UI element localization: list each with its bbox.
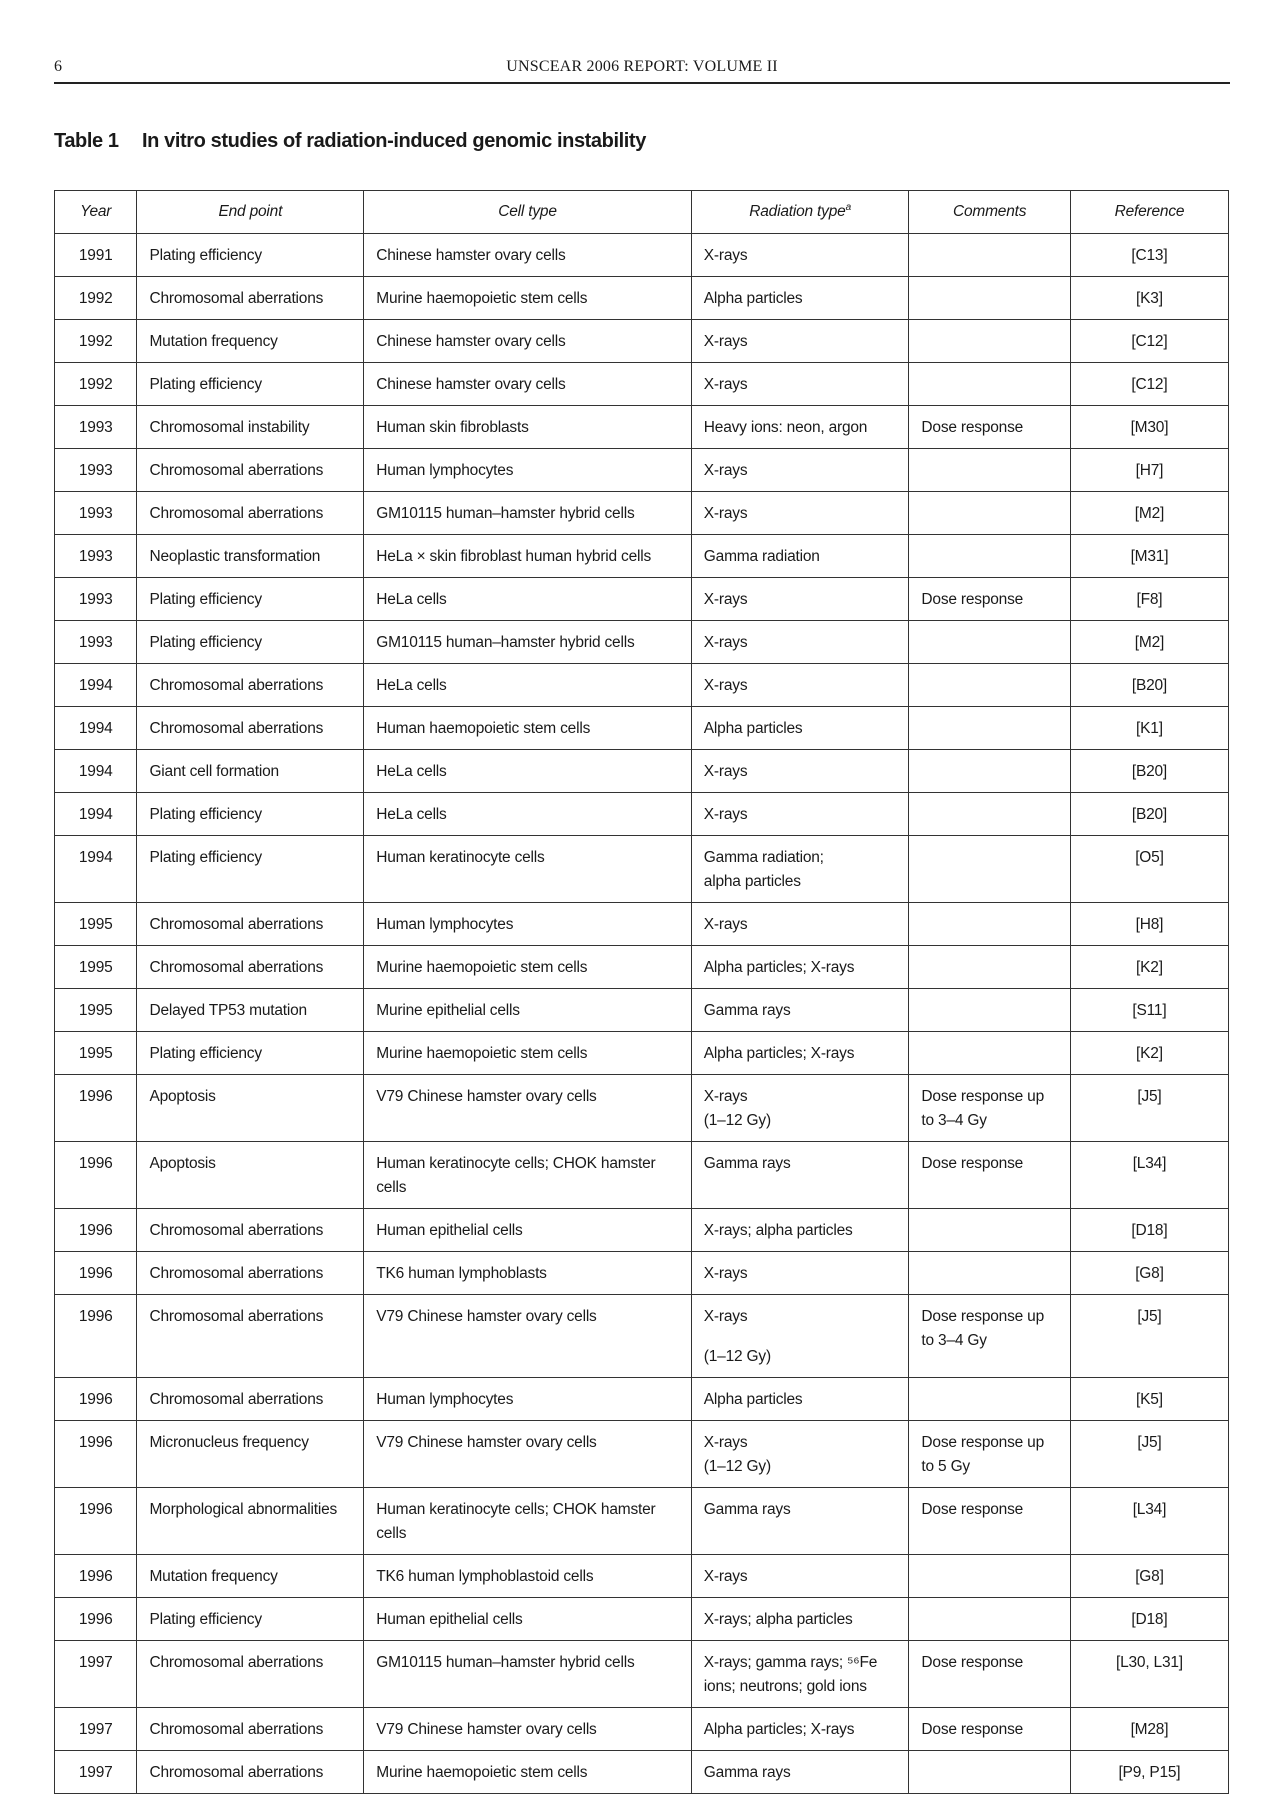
reference-cell: [H8] <box>1070 903 1228 946</box>
end-point-cell: Chromosomal aberrations <box>137 1295 364 1378</box>
reference-cell: [G8] <box>1070 1252 1228 1295</box>
radiation-type-cell <box>691 406 909 449</box>
radiation-type-cell <box>691 535 909 578</box>
end-point-cell: Chromosomal aberrations <box>137 1252 364 1295</box>
radiation-type-cell <box>691 492 909 535</box>
year-cell: 1996 <box>55 1209 137 1252</box>
cell-type-cell: Murine epithelial cells <box>364 989 692 1032</box>
reference-cell: [L34] <box>1070 1142 1228 1209</box>
table-body <box>55 234 1229 1794</box>
reference-cell: [K3] <box>1070 277 1228 320</box>
radiation-type-cell-line: X-rays <box>703 634 748 651</box>
reference-cell: [J5] <box>1070 1421 1228 1488</box>
cell-type-cell: TK6 human lymphoblasts <box>364 1252 692 1295</box>
radiation-type-cell-line: Gamma radiation; <box>703 849 824 866</box>
cell-type-cell: HeLa cells <box>364 793 692 836</box>
table-row <box>55 578 1229 621</box>
radiation-type-cell <box>691 664 909 707</box>
year-cell: 1993 <box>55 492 137 535</box>
comments-cell <box>909 1295 1070 1378</box>
radiation-type-cell-line: X-rays <box>703 1434 748 1451</box>
header-year: Year <box>55 191 137 234</box>
table-row <box>55 449 1229 492</box>
header-row <box>55 191 1229 234</box>
table-row <box>55 946 1229 989</box>
cell-type-cell: Murine haemopoietic stem cells <box>364 946 692 989</box>
page-number: 6 <box>54 58 62 75</box>
cell-type-cell: GM10115 human–hamster hybrid cells <box>364 1641 692 1708</box>
header-radiation-type-label: Radiation type <box>749 203 846 220</box>
reference-cell: [D18] <box>1070 1598 1228 1641</box>
comments-cell-line: to 3–4 Gy <box>921 1112 987 1129</box>
cell-type-cell: Human keratinocyte cells; CHOK hamster cells <box>364 1488 692 1555</box>
cell-type-cell: HeLa cells <box>364 664 692 707</box>
year-cell: 1997 <box>55 1751 137 1794</box>
header-end-point: End point <box>137 191 364 234</box>
year-cell: 1993 <box>55 578 137 621</box>
year-cell: 1997 <box>55 1641 137 1708</box>
reference-cell: [L34] <box>1070 1488 1228 1555</box>
comments-cell <box>909 535 1070 578</box>
radiation-type-cell-line: X-rays <box>703 916 748 933</box>
table-row <box>55 903 1229 946</box>
radiation-type-cell-line: Heavy ions: neon, argon <box>703 419 868 436</box>
table-row <box>55 707 1229 750</box>
comments-cell <box>909 1378 1070 1421</box>
reference-cell: [S11] <box>1070 989 1228 1032</box>
comments-cell <box>909 406 1070 449</box>
radiation-type-cell-line: Alpha particles <box>703 720 803 737</box>
radiation-type-cell-line: Alpha particles; X-rays <box>703 1045 855 1062</box>
table-row <box>55 793 1229 836</box>
table-row <box>55 1032 1229 1075</box>
cell-type-cell: Human keratinocyte cells <box>364 836 692 903</box>
comments-cell <box>909 277 1070 320</box>
end-point-cell: Plating efficiency <box>137 836 364 903</box>
radiation-type-cell-line: ions; neutrons; gold ions <box>703 1678 867 1695</box>
table-row <box>55 1421 1229 1488</box>
reference-cell: [C12] <box>1070 320 1228 363</box>
reference-cell: [C13] <box>1070 234 1228 277</box>
comments-cell-line: to 5 Gy <box>921 1458 970 1475</box>
table-row <box>55 406 1229 449</box>
cell-type-cell: GM10115 human–hamster hybrid cells <box>364 621 692 664</box>
header-reference: Reference <box>1070 191 1228 234</box>
reference-cell: [K5] <box>1070 1378 1228 1421</box>
radiation-type-cell-line: Gamma rays <box>703 1155 791 1172</box>
radiation-type-cell-line: X-rays; alpha particles <box>703 1222 853 1239</box>
header-comments: Comments <box>909 191 1070 234</box>
comments-cell <box>909 903 1070 946</box>
radiation-type-cell-line: Gamma rays <box>703 1501 791 1518</box>
report-title: UNSCEAR 2006 REPORT: VOLUME II <box>506 58 778 75</box>
end-point-cell: Chromosomal aberrations <box>137 903 364 946</box>
cell-type-cell: GM10115 human–hamster hybrid cells <box>364 492 692 535</box>
cell-type-cell: V79 Chinese hamster ovary cells <box>364 1075 692 1142</box>
radiation-type-cell-line: X-rays <box>703 677 748 694</box>
year-cell: 1996 <box>55 1295 137 1378</box>
reference-cell: [G8] <box>1070 1555 1228 1598</box>
radiation-type-cell-line: X-rays <box>703 247 748 264</box>
cell-type-cell: Human haemopoietic stem cells <box>364 707 692 750</box>
year-cell: 1996 <box>55 1598 137 1641</box>
radiation-type-cell-line: X-rays <box>703 333 748 350</box>
comments-cell-line: Dose response <box>921 1654 1024 1671</box>
year-cell: 1996 <box>55 1421 137 1488</box>
cell-type-cell: V79 Chinese hamster ovary cells <box>364 1295 692 1378</box>
year-cell: 1996 <box>55 1555 137 1598</box>
radiation-type-cell-line: Alpha particles <box>703 290 803 307</box>
table-row <box>55 1555 1229 1598</box>
year-cell: 1995 <box>55 946 137 989</box>
radiation-type-cell <box>691 1751 909 1794</box>
cell-type-cell: V79 Chinese hamster ovary cells <box>364 1708 692 1751</box>
year-cell: 1996 <box>55 1378 137 1421</box>
table-row <box>55 1209 1229 1252</box>
end-point-cell: Mutation frequency <box>137 1555 364 1598</box>
radiation-type-cell <box>691 277 909 320</box>
comments-cell <box>909 664 1070 707</box>
comments-cell <box>909 989 1070 1032</box>
comments-cell-line: Dose response up <box>921 1088 1045 1105</box>
comments-cell <box>909 363 1070 406</box>
radiation-type-cell <box>691 903 909 946</box>
end-point-cell: Plating efficiency <box>137 793 364 836</box>
year-cell: 1995 <box>55 989 137 1032</box>
end-point-cell: Chromosomal aberrations <box>137 277 364 320</box>
end-point-cell: Giant cell formation <box>137 750 364 793</box>
cell-type-cell: Human epithelial cells <box>364 1598 692 1641</box>
radiation-type-cell <box>691 1142 909 1209</box>
cell-type-cell: TK6 human lymphoblastoid cells <box>364 1555 692 1598</box>
end-point-cell: Chromosomal aberrations <box>137 1751 364 1794</box>
reference-cell: [M30] <box>1070 406 1228 449</box>
comments-cell-line: Dose response <box>921 1721 1024 1738</box>
year-cell: 1996 <box>55 1252 137 1295</box>
cell-type-cell: Human lymphocytes <box>364 449 692 492</box>
table-row <box>55 836 1229 903</box>
cell-type-cell: Human lymphocytes <box>364 1378 692 1421</box>
table-row <box>55 234 1229 277</box>
comments-cell <box>909 750 1070 793</box>
table-header <box>55 191 1229 234</box>
radiation-type-cell-line: Gamma rays <box>703 1764 791 1781</box>
radiation-type-cell <box>691 1555 909 1598</box>
table-row <box>55 535 1229 578</box>
table-row <box>55 1751 1229 1794</box>
radiation-type-cell <box>691 750 909 793</box>
comments-cell-line: Dose response <box>921 419 1024 436</box>
reference-cell: [C12] <box>1070 363 1228 406</box>
end-point-cell: Plating efficiency <box>137 578 364 621</box>
comments-cell <box>909 1142 1070 1209</box>
radiation-type-cell <box>691 578 909 621</box>
comments-cell <box>909 621 1070 664</box>
year-cell: 1995 <box>55 1032 137 1075</box>
year-cell: 1994 <box>55 750 137 793</box>
year-cell: 1996 <box>55 1075 137 1142</box>
radiation-type-cell <box>691 1598 909 1641</box>
radiation-type-cell <box>691 946 909 989</box>
radiation-type-cell-line: Alpha particles <box>703 1391 803 1408</box>
year-cell: 1992 <box>55 320 137 363</box>
table-row <box>55 1598 1229 1641</box>
table-row <box>55 750 1229 793</box>
reference-cell: [O5] <box>1070 836 1228 903</box>
radiation-type-cell <box>691 989 909 1032</box>
comments-cell <box>909 492 1070 535</box>
radiation-type-cell-line: X-rays <box>703 763 748 780</box>
end-point-cell: Micronucleus frequency <box>137 1421 364 1488</box>
end-point-cell: Plating efficiency <box>137 621 364 664</box>
year-cell: 1994 <box>55 836 137 903</box>
radiation-type-cell-line: X-rays <box>703 591 748 608</box>
comments-cell <box>909 1598 1070 1641</box>
comments-cell <box>909 1209 1070 1252</box>
reference-cell: [M2] <box>1070 492 1228 535</box>
cell-type-cell: Human epithelial cells <box>364 1209 692 1252</box>
cell-type-cell: Murine haemopoietic stem cells <box>364 277 692 320</box>
comments-cell-line: Dose response up <box>921 1308 1045 1325</box>
radiation-type-cell <box>691 1421 909 1488</box>
end-point-cell: Chromosomal aberrations <box>137 492 364 535</box>
radiation-type-cell <box>691 1252 909 1295</box>
end-point-cell: Apoptosis <box>137 1142 364 1209</box>
header-radiation-type <box>691 191 909 234</box>
end-point-cell: Mutation frequency <box>137 320 364 363</box>
reference-cell: [K2] <box>1070 1032 1228 1075</box>
cell-type-cell: Chinese hamster ovary cells <box>364 234 692 277</box>
reference-cell: [M28] <box>1070 1708 1228 1751</box>
radiation-type-cell-line: X-rays <box>703 1568 748 1585</box>
table-row <box>55 1378 1229 1421</box>
comments-cell-line: to 3–4 Gy <box>921 1332 987 1349</box>
radiation-type-cell <box>691 1032 909 1075</box>
reference-cell: [M2] <box>1070 621 1228 664</box>
end-point-cell: Morphological abnormalities <box>137 1488 364 1555</box>
radiation-type-cell <box>691 1295 909 1378</box>
comments-cell <box>909 707 1070 750</box>
reference-cell: [M31] <box>1070 535 1228 578</box>
radiation-type-cell-line: X-rays <box>703 1308 748 1325</box>
radiation-type-cell-line: X-rays <box>703 806 748 823</box>
table-row <box>55 1708 1229 1751</box>
year-cell: 1994 <box>55 707 137 750</box>
radiation-type-cell <box>691 449 909 492</box>
radiation-type-cell-line: Alpha particles; X-rays <box>703 1721 855 1738</box>
table-row <box>55 621 1229 664</box>
year-cell: 1992 <box>55 277 137 320</box>
year-cell: 1993 <box>55 449 137 492</box>
table-row <box>55 363 1229 406</box>
comments-cell <box>909 1641 1070 1708</box>
radiation-type-cell-line: (1–12 Gy) <box>703 1458 771 1475</box>
reference-cell: [B20] <box>1070 793 1228 836</box>
cell-type-cell: Human lymphocytes <box>364 903 692 946</box>
table-row <box>55 1488 1229 1555</box>
radiation-type-cell <box>691 707 909 750</box>
comments-cell <box>909 320 1070 363</box>
radiation-type-cell <box>691 1075 909 1142</box>
end-point-cell: Delayed TP53 mutation <box>137 989 364 1032</box>
year-cell: 1994 <box>55 793 137 836</box>
cell-type-cell: Murine haemopoietic stem cells <box>364 1751 692 1794</box>
radiation-type-cell-line: (1–12 Gy) <box>703 1112 771 1129</box>
comments-cell <box>909 449 1070 492</box>
end-point-cell: Chromosomal aberrations <box>137 1708 364 1751</box>
comments-cell <box>909 1751 1070 1794</box>
radiation-type-cell-line: Alpha particles; X-rays <box>703 959 855 976</box>
year-cell: 1997 <box>55 1708 137 1751</box>
reference-cell: [J5] <box>1070 1075 1228 1142</box>
comments-cell <box>909 1252 1070 1295</box>
radiation-type-cell-line: X-rays <box>703 505 748 522</box>
end-point-cell: Plating efficiency <box>137 1598 364 1641</box>
radiation-type-cell <box>691 836 909 903</box>
comments-cell <box>909 793 1070 836</box>
radiation-type-cell <box>691 363 909 406</box>
comments-cell <box>909 836 1070 903</box>
radiation-type-cell <box>691 320 909 363</box>
running-head <box>54 58 1230 84</box>
reference-cell: [D18] <box>1070 1209 1228 1252</box>
table-row <box>55 277 1229 320</box>
end-point-cell: Chromosomal aberrations <box>137 707 364 750</box>
radiation-type-cell <box>691 621 909 664</box>
reference-cell: [H7] <box>1070 449 1228 492</box>
reference-cell: [B20] <box>1070 750 1228 793</box>
radiation-type-cell-line: X-rays <box>703 376 748 393</box>
radiation-type-cell <box>691 793 909 836</box>
cell-type-cell: Chinese hamster ovary cells <box>364 320 692 363</box>
end-point-cell: Neoplastic transformation <box>137 535 364 578</box>
reference-cell: [K2] <box>1070 946 1228 989</box>
comments-cell <box>909 946 1070 989</box>
comments-cell <box>909 1488 1070 1555</box>
reference-cell: [B20] <box>1070 664 1228 707</box>
radiation-type-cell-line: X-rays; alpha particles <box>703 1611 853 1628</box>
year-cell: 1991 <box>55 234 137 277</box>
radiation-type-cell-line: Gamma radiation <box>703 548 820 565</box>
comments-cell-line: Dose response <box>921 591 1024 608</box>
table-row <box>55 1075 1229 1142</box>
year-cell: 1995 <box>55 903 137 946</box>
year-cell: 1993 <box>55 535 137 578</box>
footnote-marker: a <box>845 201 851 213</box>
table-row <box>55 1295 1229 1378</box>
reference-cell: [F8] <box>1070 578 1228 621</box>
reference-cell: [J5] <box>1070 1295 1228 1378</box>
radiation-type-cell-line: X-rays; gamma rays; ⁵⁶Fe <box>703 1654 878 1671</box>
table-row <box>55 1641 1229 1708</box>
table-row <box>55 1252 1229 1295</box>
table-row <box>55 989 1229 1032</box>
end-point-cell: Chromosomal instability <box>137 406 364 449</box>
comments-cell <box>909 1708 1070 1751</box>
header-cell-type: Cell type <box>364 191 692 234</box>
end-point-cell: Chromosomal aberrations <box>137 1378 364 1421</box>
year-cell: 1996 <box>55 1488 137 1555</box>
end-point-cell: Chromosomal aberrations <box>137 1209 364 1252</box>
comments-cell-line: Dose response <box>921 1155 1024 1172</box>
comments-cell-line: Dose response up <box>921 1434 1045 1451</box>
year-cell: 1993 <box>55 621 137 664</box>
end-point-cell: Plating efficiency <box>137 363 364 406</box>
cell-type-cell: Chinese hamster ovary cells <box>364 363 692 406</box>
end-point-cell: Plating efficiency <box>137 1032 364 1075</box>
radiation-type-cell <box>691 1641 909 1708</box>
end-point-cell: Apoptosis <box>137 1075 364 1142</box>
data-table <box>54 190 1229 1794</box>
year-cell: 1993 <box>55 406 137 449</box>
radiation-type-cell <box>691 1708 909 1751</box>
table-row <box>55 492 1229 535</box>
end-point-cell: Chromosomal aberrations <box>137 449 364 492</box>
comments-cell <box>909 578 1070 621</box>
cell-type-cell: V79 Chinese hamster ovary cells <box>364 1421 692 1488</box>
radiation-type-cell <box>691 234 909 277</box>
comments-cell-line: Dose response <box>921 1501 1024 1518</box>
year-cell: 1992 <box>55 363 137 406</box>
table-title: In vitro studies of radiation-induced genomic instability <box>142 130 646 152</box>
comments-cell <box>909 234 1070 277</box>
radiation-type-cell <box>691 1209 909 1252</box>
table-row <box>55 1142 1229 1209</box>
radiation-type-cell-line: X-rays <box>703 462 748 479</box>
comments-cell <box>909 1075 1070 1142</box>
reference-cell: [K1] <box>1070 707 1228 750</box>
cell-type-cell: Murine haemopoietic stem cells <box>364 1032 692 1075</box>
end-point-cell: Chromosomal aberrations <box>137 1641 364 1708</box>
radiation-type-cell-line <box>704 1329 897 1345</box>
radiation-type-cell <box>691 1378 909 1421</box>
radiation-type-cell-line: Gamma rays <box>703 1002 791 1019</box>
comments-cell <box>909 1555 1070 1598</box>
cell-type-cell: HeLa cells <box>364 578 692 621</box>
cell-type-cell: HeLa × skin fibroblast human hybrid cells <box>364 535 692 578</box>
comments-cell <box>909 1032 1070 1075</box>
radiation-type-cell-line: (1–12 Gy) <box>703 1348 771 1365</box>
table-row <box>55 664 1229 707</box>
table-caption <box>54 130 646 153</box>
year-cell: 1994 <box>55 664 137 707</box>
end-point-cell: Chromosomal aberrations <box>137 946 364 989</box>
year-cell: 1996 <box>55 1142 137 1209</box>
cell-type-cell: Human skin fibroblasts <box>364 406 692 449</box>
table-label: Table 1 <box>54 130 119 152</box>
comments-cell <box>909 1421 1070 1488</box>
end-point-cell: Plating efficiency <box>137 234 364 277</box>
reference-cell: [L30, L31] <box>1070 1641 1228 1708</box>
radiation-type-cell <box>691 1488 909 1555</box>
radiation-type-cell-line: alpha particles <box>703 873 801 890</box>
reference-cell: [P9, P15] <box>1070 1751 1228 1794</box>
table-row <box>55 320 1229 363</box>
cell-type-cell: HeLa cells <box>364 750 692 793</box>
radiation-type-cell-line: X-rays <box>703 1088 748 1105</box>
cell-type-cell: Human keratinocyte cells; CHOK hamster cells <box>364 1142 692 1209</box>
end-point-cell: Chromosomal aberrations <box>137 664 364 707</box>
radiation-type-cell-line: X-rays <box>703 1265 748 1282</box>
